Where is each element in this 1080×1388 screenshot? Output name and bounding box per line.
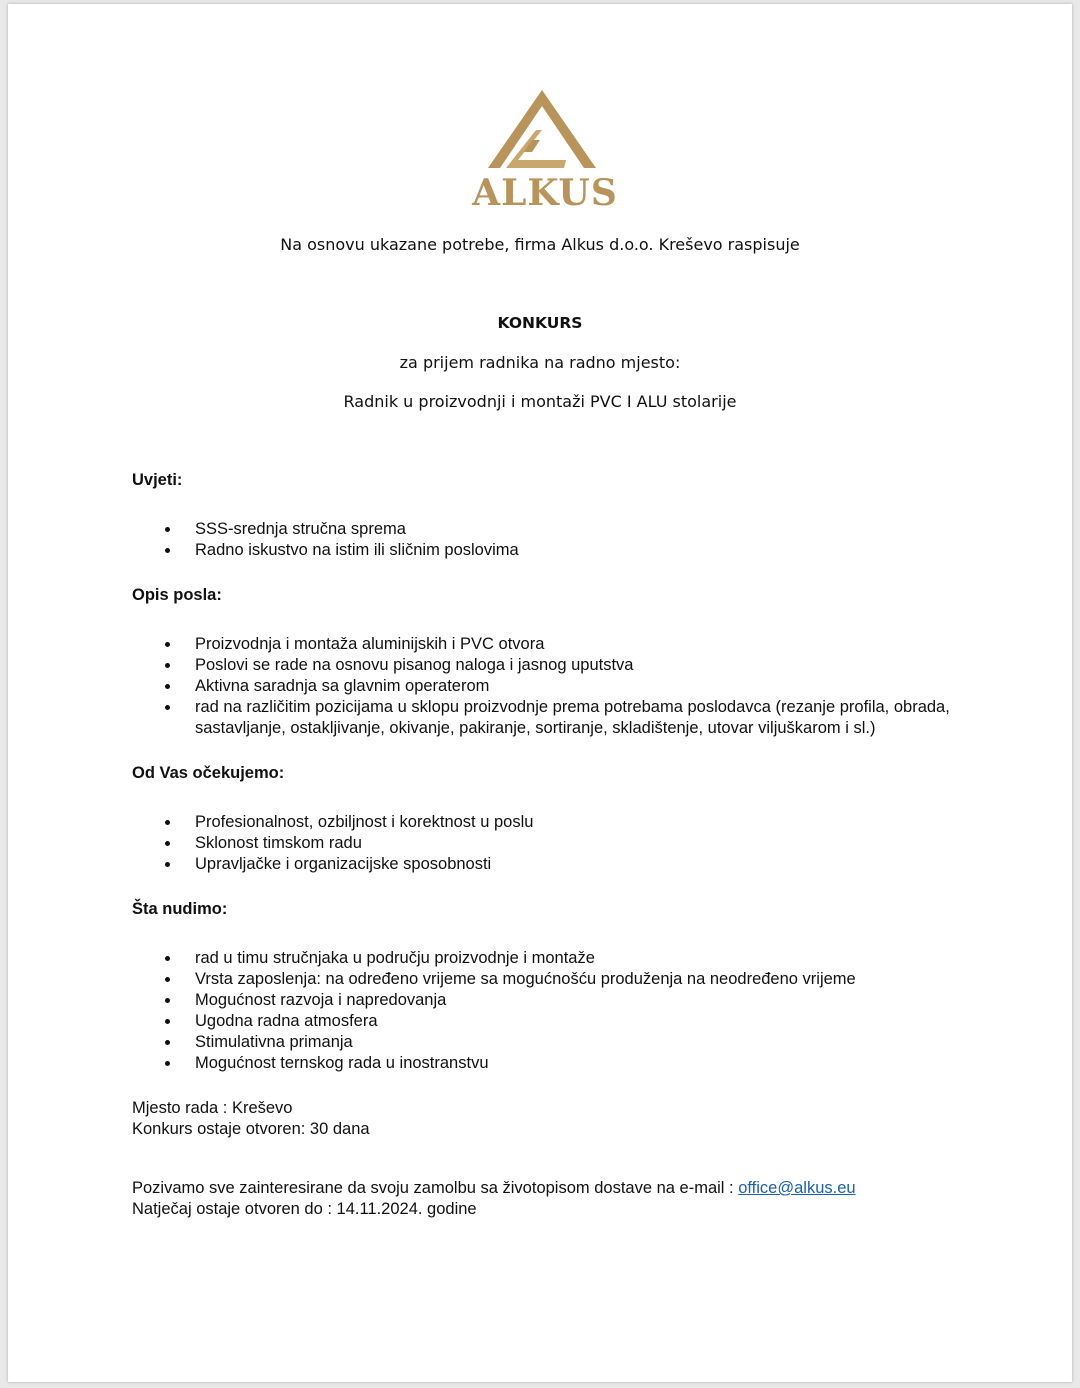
position-title: Radnik u proizvodnji i montaži PVC I ALU stolarije [343,392,737,411]
list-item: Radno iskustvo na istim ili sličnim poslovima [195,540,952,561]
work-location: Mjesto rada : Kreševo [132,1099,293,1117]
list-uvjeti [132,519,952,561]
section-heading-nudimo: Šta nudimo: [132,900,228,918]
email-link[interactable]: office@alkus.eu [738,1179,856,1197]
list-nudimo [132,948,952,1074]
list-item: Mogućnost razvoja i napredovanja [195,990,952,1011]
list-item: Sklonost timskom radu [195,833,952,854]
section-heading-ocekujemo: Od Vas očekujemo: [132,764,285,782]
list-item: Mogućnost ternskog rada u inostranstvu [195,1053,952,1074]
list-item: Ugodna radna atmosfera [195,1011,952,1032]
document-page [8,4,1072,1382]
list-item: rad na različitim pozicijama u sklopu proizvodnje prema potrebama poslodavca (rezanje profila, obrada, sastavljanje, ostakljivanje, okivanje, pakiranje, sortiranje, skladištenje, utovar viljuškarom i sl.) [195,697,952,739]
list-item: Upravljačke i organizacijske sposobnosti [195,854,952,875]
page-title: KONKURS [497,314,583,332]
list-item: Profesionalnost, ozbiljnost i korektnost u poslu [195,812,952,833]
list-item: Proizvodnja i montaža aluminijskih i PVC otvora [195,634,952,655]
brand-name: ALKUS [472,172,618,214]
list-item: Aktivna saradnja sa glavnim operaterom [195,676,952,697]
list-opis [132,634,952,739]
contest-duration: Konkurs ostaje otvoren: 30 dana [132,1120,370,1138]
deadline-text: Natječaj ostaje otvoren do : 14.11.2024. godine [132,1200,477,1218]
job-content [132,470,952,1220]
list-ocekujemo [132,812,952,875]
list-item: Poslovi se rade na osnovu pisanog naloga i jasnog uputstva [195,655,952,676]
list-item: rad u timu stručnjaka u području proizvodnje i montaže [195,948,952,969]
intro-text: Na osnovu ukazane potrebe, firma Alkus d.o.o. Kreševo raspisuje [280,235,800,254]
list-item: Stimulativna primanja [195,1032,952,1053]
list-item: Vrsta zaposlenja: na određeno vrijeme sa mogućnošću produženja na neodređeno vrijeme [195,969,952,990]
invite-text: Pozivamo sve zainteresirane da svoju zamolbu sa životopisom dostave na e-mail : [132,1179,739,1197]
subtitle: za prijem radnika na radno mjesto: [399,353,681,372]
list-item: SSS-srednja stručna sprema [195,519,952,540]
section-heading-opis: Opis posla: [132,586,222,604]
application-invite [132,1178,952,1199]
section-heading-uvjeti: Uvjeti: [132,471,183,489]
